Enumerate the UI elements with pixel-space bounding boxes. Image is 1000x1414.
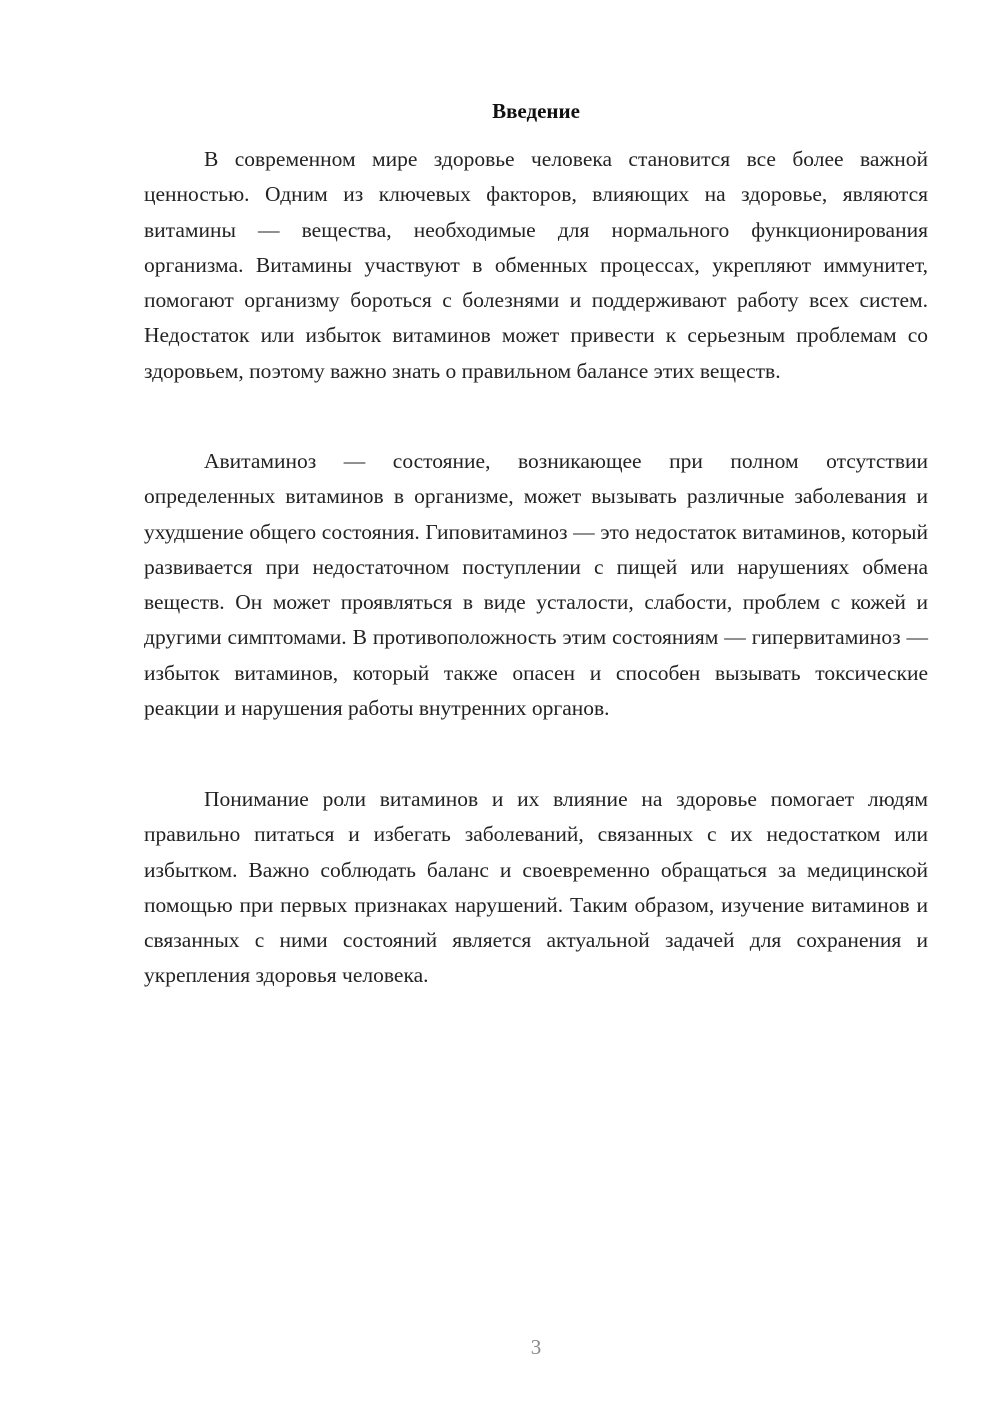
section-title: Введение xyxy=(492,99,580,123)
page-number: 3 xyxy=(530,1335,542,1359)
paragraph-avitaminosis: Авитаминоз — состояние, возникающее при полном отсутствии определенных витаминов в организме, может вызывать различные заболевания и ухудшение общего состояния. Гиповитаминоз — это недостаток витаминов, который развивается при недостаточном поступлении с пищей или нарушениях обмена веществ. Он может проявляться в виде усталости, слабости, проблем с кожей и другими симптомами. В противоположность этим состояниям — гипервитаминоз — избыток витаминов, который также опасен и способен вызывать токсические реакции и нарушения работы внутренних органов. xyxy=(144,449,928,721)
paragraph-intro: В современном мире здоровье человека становится все более важной ценностью. Одним из ключевых факторов, влияющих на здоровье, являются витамины — вещества, необходимые для нормального функционирования организма. Витамины участвуют в обменных процессах, укрепляют иммунитет, помогают организму бороться с болезнями и поддерживают работу всех систем. Недостаток или избыток витаминов может привести к серьезным проблемам со здоровьем, поэтому важно знать о правильном балансе этих веществ. xyxy=(144,147,928,383)
paragraph-conclusion: Понимание роли витаминов и их влияние на здоровье помогает людям правильно питаться и избегать заболеваний, связанных с их недостатком или избытком. Важно соблюдать баланс и своевременно обращаться за медицинской помощью при первых признаках нарушений. Таким образом, изучение витаминов и связанных с ними состояний является актуальной задачей для сохранения и укрепления здоровья человека. xyxy=(144,787,928,988)
